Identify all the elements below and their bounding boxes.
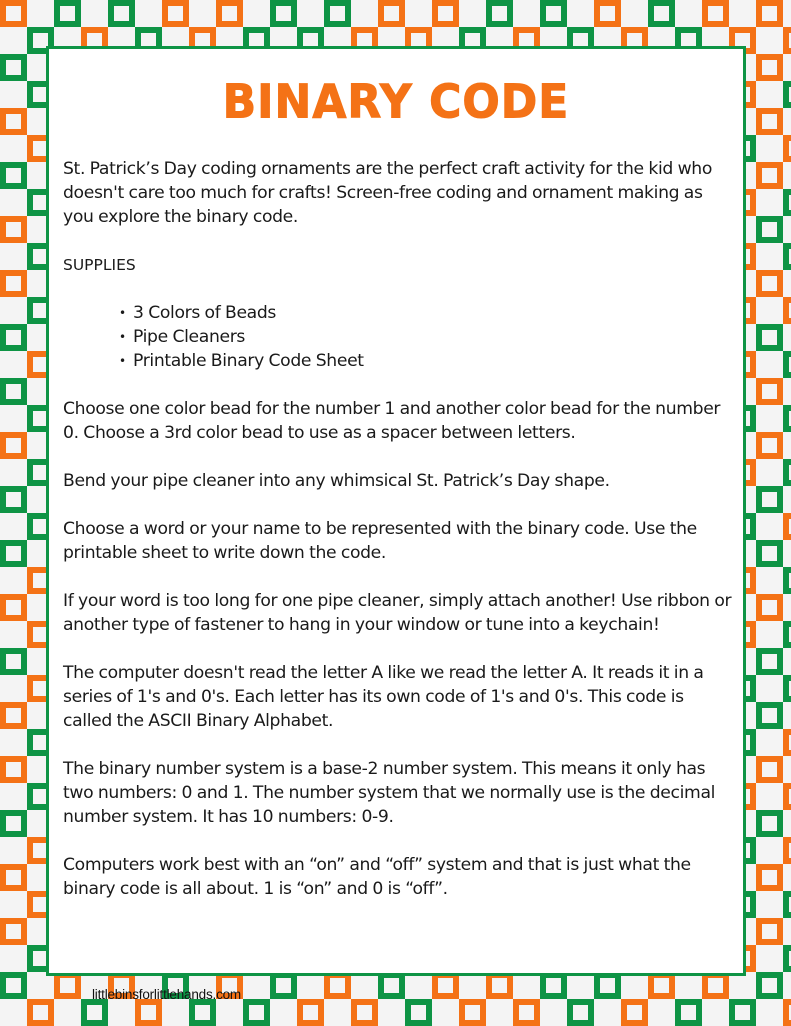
border-square-icon [783, 567, 791, 594]
supply-label: Printable Binary Code Sheet [133, 351, 364, 371]
list-item [119, 325, 733, 349]
supplies-list [63, 301, 733, 373]
bullet-icon: • [119, 306, 126, 320]
website-credit: littlebinsforlittlehands.com [92, 987, 241, 1002]
border-square-icon [0, 918, 27, 945]
border-square-icon [0, 54, 27, 81]
border-square-icon [756, 918, 783, 945]
border-square-icon [135, 999, 162, 1026]
border-square-icon [783, 729, 791, 756]
border-square-icon [0, 324, 27, 351]
border-square-icon [756, 972, 783, 999]
border-square-icon [648, 0, 675, 27]
border-square-icon [486, 972, 513, 999]
bullet-icon: • [119, 330, 126, 344]
border-square-icon [756, 810, 783, 837]
border-square-icon [432, 972, 459, 999]
border-square-icon [297, 999, 324, 1026]
border-square-icon [513, 999, 540, 1026]
border-square-icon [54, 972, 81, 999]
page-title: BINARY CODE [222, 75, 570, 130]
border-square-icon [702, 0, 729, 27]
border-square-icon [540, 0, 567, 27]
bullet-icon: • [119, 354, 126, 368]
content-panel [46, 46, 746, 976]
border-square-icon [216, 0, 243, 27]
border-square-icon [0, 756, 27, 783]
border-square-icon [378, 0, 405, 27]
border-square-icon [756, 216, 783, 243]
border-square-icon [0, 594, 27, 621]
border-square-icon [0, 540, 27, 567]
border-square-icon [378, 972, 405, 999]
paragraph-on-off: Computers work best with an “on” and “off” system and that is just what the binary code is all about. 1 is “on” and 0 is “off”. [63, 855, 691, 899]
border-square-icon [0, 216, 27, 243]
border-square-icon [756, 594, 783, 621]
border-square-icon [189, 999, 216, 1026]
border-square-icon [756, 702, 783, 729]
border-square-icon [0, 108, 27, 135]
border-square-icon [27, 999, 54, 1026]
border-square-icon [756, 540, 783, 567]
border-square-icon [729, 999, 756, 1026]
paragraph-base-2: The binary number system is a base-2 number system. This means it only has two numbers: 0 and 1. The number system that we normally use is the decimal number system. It has 10 numbers: 0-9. [63, 759, 716, 827]
border-square-icon [675, 999, 702, 1026]
border-square-icon [324, 972, 351, 999]
border-square-icon [0, 378, 27, 405]
border-square-icon [783, 513, 791, 540]
paragraph-bend-shape: Bend your pipe cleaner into any whimsical St. Patrick’s Day shape. [63, 471, 610, 491]
border-square-icon [783, 351, 791, 378]
border-square-icon [351, 999, 378, 1026]
border-square-icon [0, 0, 27, 27]
border-square-icon [783, 783, 791, 810]
border-square-icon [756, 648, 783, 675]
border-square-icon [0, 648, 27, 675]
border-square-icon [459, 999, 486, 1026]
border-square-icon [783, 81, 791, 108]
border-square-icon [567, 999, 594, 1026]
border-square-icon [783, 675, 791, 702]
border-square-icon [783, 27, 791, 54]
border-square-icon [783, 837, 791, 864]
border-square-icon [0, 270, 27, 297]
border-square-icon [594, 0, 621, 27]
border-square-icon [756, 378, 783, 405]
border-square-icon [243, 999, 270, 1026]
border-square-icon [0, 486, 27, 513]
border-square-icon [324, 0, 351, 27]
border-square-icon [270, 972, 297, 999]
supply-label: Pipe Cleaners [133, 327, 246, 347]
border-square-icon [783, 621, 791, 648]
border-square-icon [0, 702, 27, 729]
border-square-icon [0, 864, 27, 891]
border-square-icon [783, 891, 791, 918]
border-square-icon [783, 405, 791, 432]
border-square-icon [405, 999, 432, 1026]
border-square-icon [756, 432, 783, 459]
border-square-icon [540, 972, 567, 999]
border-square-icon [756, 54, 783, 81]
border-square-icon [756, 486, 783, 513]
border-square-icon [783, 999, 791, 1026]
border-square-icon [756, 162, 783, 189]
border-square-icon [270, 0, 297, 27]
border-square-icon [702, 972, 729, 999]
border-square-icon [783, 297, 791, 324]
border-square-icon [486, 0, 513, 27]
border-square-icon [81, 999, 108, 1026]
border-square-icon [0, 810, 27, 837]
border-square-icon [54, 0, 81, 27]
list-item [119, 301, 733, 325]
paragraph-bead-colors: Choose one color bead for the number 1 and another color bead for the number 0. Choose a 3rd color bead to use as a spacer between letters. [63, 399, 721, 443]
border-square-icon [756, 270, 783, 297]
border-square-icon [783, 189, 791, 216]
border-square-icon [783, 459, 791, 486]
border-square-icon [648, 972, 675, 999]
border-square-icon [756, 864, 783, 891]
intro-paragraph: St. Patrick’s Day coding ornaments are the perfect craft activity for the kid who doesn't care too much for crafts! Screen-free coding and ornament making as you explore the binary code. [63, 159, 713, 227]
paragraph-ascii: The computer doesn't read the letter A like we read the letter A. It reads it in a series of 1's and 0's. Each letter has its own code of 1's and 0's. This code is called the ASCII Binary Alphabet. [63, 663, 704, 731]
border-square-icon [756, 0, 783, 27]
border-square-icon [756, 324, 783, 351]
border-square-icon [783, 243, 791, 270]
border-square-icon [756, 756, 783, 783]
border-square-icon [0, 972, 27, 999]
border-square-icon [0, 432, 27, 459]
border-square-icon [162, 0, 189, 27]
border-square-icon [108, 0, 135, 27]
border-square-icon [0, 162, 27, 189]
border-square-icon [621, 999, 648, 1026]
list-item [119, 349, 733, 373]
border-square-icon [783, 135, 791, 162]
paragraph-attach-another: If your word is too long for one pipe cleaner, simply attach another! Use ribbon or another type of fastener to hang in your window or tune into a keychain! [63, 591, 732, 635]
border-square-icon [756, 108, 783, 135]
border-square-icon [783, 945, 791, 972]
paragraph-choose-word: Choose a word or your name to be represented with the binary code. Use the printable sheet to write down the code. [63, 519, 697, 563]
border-square-icon [432, 0, 459, 27]
article-body [63, 157, 733, 925]
supply-label: 3 Colors of Beads [133, 303, 277, 323]
border-square-icon [594, 972, 621, 999]
supplies-heading: SUPPLIES [63, 256, 136, 274]
